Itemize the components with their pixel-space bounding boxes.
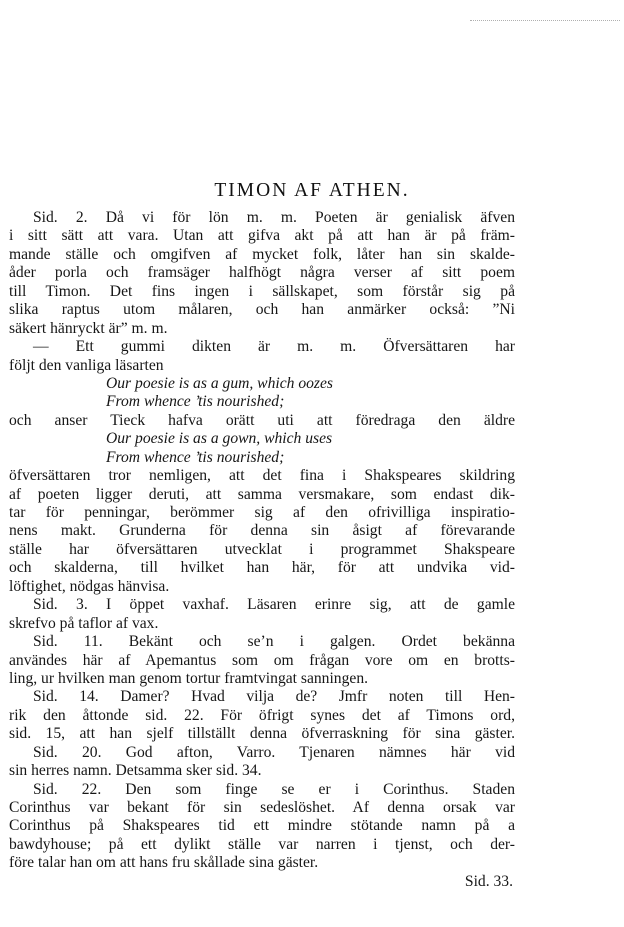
text-line: skrefvo på taflor af vax. bbox=[9, 614, 159, 632]
text-line: och skalderna, till hvilket han här, för att undvika vid- bbox=[9, 559, 515, 577]
text-line: Sid. 22. Den som finge se er i Corinthus. Staden bbox=[33, 780, 515, 798]
notes-text bbox=[9, 209, 515, 891]
text-line: till Timon. Det fins ingen i sällskapet, som förstår sig på bbox=[9, 282, 515, 300]
text-line: — Ett gummi dikten är m. m. Öfversättaren har bbox=[33, 338, 515, 356]
text-line: i sitt sätt att vara. Utan att gifva akt på att han är på främ- bbox=[9, 227, 515, 245]
page-title: TIMON AF ATHEN. bbox=[214, 180, 410, 201]
text-line: af poeten ligger deruti, att samma versmakare, som endast dik- bbox=[9, 485, 515, 503]
quote-line: Our poesie is as a gown, which uses bbox=[106, 430, 333, 448]
text-line: ställe har öfversättaren utvecklat i programmet Shakspeare bbox=[9, 540, 515, 558]
text-line: sid. 15, att han sjelf tillställt denna öfverraskning för sina gäster. bbox=[9, 725, 515, 743]
top-edge-rule bbox=[470, 20, 620, 21]
catchword: Sid. 33. bbox=[464, 872, 513, 890]
text-line: Sid. 20. God afton, Varro. Tjenaren nämnes här vid bbox=[33, 743, 515, 761]
quote-line: From whence ’tis nourished; bbox=[106, 448, 285, 466]
text-line: sin herres namn. Detsamma sker sid. 34. bbox=[9, 762, 262, 780]
text-line: Corinthus på Shakspeares tid ett mindre stötande namn på a bbox=[9, 817, 515, 835]
text-line: före talar han om att hans fru skållade sina gäster. bbox=[9, 854, 319, 872]
text-line: nens makt. Grunderna för denna sin åsigt af förevarande bbox=[9, 522, 515, 540]
quote-line: Our poesie is as a gum, which oozes bbox=[106, 374, 333, 392]
text-line: åder porla och framsäger halfhögt några verser af sitt poem bbox=[9, 264, 515, 282]
text-line: Sid. 3. I öppet vaxhaf. Läsaren erinre sig, att de gamle bbox=[33, 596, 515, 614]
text-line: Sid. 14. Damer? Hvad vilja de? Jmfr noten till Hen- bbox=[33, 688, 515, 706]
text-line: ling, ur hvilken man genom tortur framtvingat sanningen. bbox=[9, 669, 369, 687]
text-line: tar för penningar, berömmer sig af den ofrivilliga inspiratio- bbox=[9, 504, 515, 521]
text-line: följt den vanliga läsarten bbox=[9, 356, 164, 374]
text-line: bawdyhouse; på ett dylikt ställe var narren i tjenst, och der- bbox=[9, 835, 515, 853]
text-line: mande ställe och omgifven af mycket folk, låter han sin skalde- bbox=[9, 245, 515, 263]
quote-line: From whence ’tis nourished; bbox=[106, 393, 285, 411]
text-line: och anser Tieck hafva orätt uti att föredraga den äldre bbox=[9, 411, 515, 429]
text-line: öfversättaren tror nemligen, att det fina i Shakspeares skildring bbox=[9, 467, 515, 485]
text-line: användes här af Apemantus som om frågan vore om en brotts- bbox=[9, 651, 515, 669]
text-line: säkert hänryckt är” m. m. bbox=[9, 319, 168, 337]
text-line: löftighet, nödgas hänvisa. bbox=[9, 577, 170, 595]
text-line: Sid. 11. Bekänt och se’n i galgen. Ordet bekänna bbox=[33, 633, 515, 651]
text-line: rik den åttonde sid. 22. För öfrigt synes det af Timons ord, bbox=[9, 706, 515, 724]
text-line: Corinthus var bekant för sin sedeslöshet. Af denna orsak var bbox=[9, 799, 515, 816]
text-line: slika raptus utom målaren, och han anmärker också: ”Ni bbox=[9, 301, 515, 319]
text-line: Sid. 2. Då vi för lön m. m. Poeten är genialisk äfven bbox=[33, 209, 515, 226]
